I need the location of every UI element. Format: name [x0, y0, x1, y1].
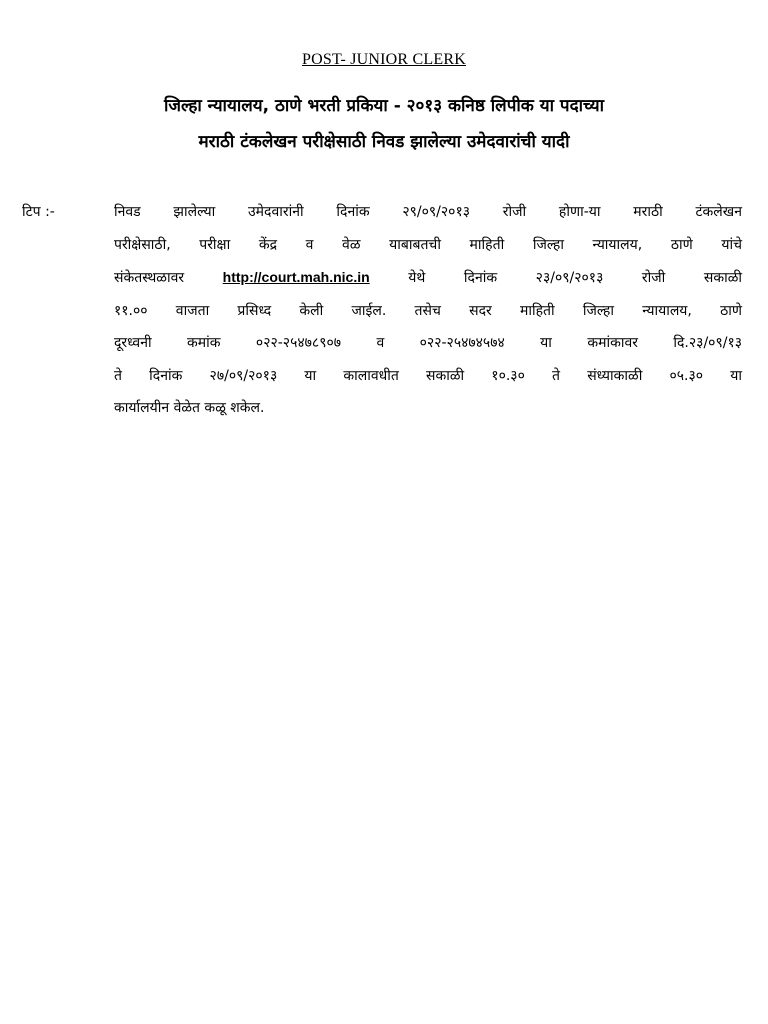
note-line-4: ११.०० वाजता प्रसिध्द केली जाईल. तसेच सदर माहिती जिल्हा न्यायालय, ठाणे [114, 302, 742, 319]
note-line-2: परीक्षेसाठी, परीक्षा केंद्र व वेळ याबाबतची माहिती जिल्हा न्यायालय, ठाणे यांचे [114, 236, 742, 253]
note-label: टिप :- [22, 204, 55, 220]
note-line-1: निवड झालेल्या उमेदवारांनी दिनांक २९/०९/२०१३ रोजी होणा-या मराठी टंकलेखन [114, 204, 742, 220]
note-line-6: ते दिनांक २७/०९/२०१३ या कालावधीत सकाळी १०.३० ते संध्याकाळी ०५.३० या [114, 367, 742, 384]
note-line-3-after-link: येथे दिनांक २३/०९/२०१३ रोजी सकाळी [408, 270, 742, 286]
note-line-3 [114, 261, 742, 295]
post-title: POST- JUNIOR CLERK [302, 51, 466, 68]
court-website-link[interactable]: http://court.mah.nic.in [222, 269, 370, 285]
note-line-3-before-link: संकेतस्थळावर [114, 270, 185, 286]
heading-line-2: मराठी टंकलेखन परीक्षेसाठी निवड झालेल्या उमेदवारांची यादी [198, 132, 570, 152]
main-heading [0, 88, 768, 160]
note-line-7: कार्यालयीन वेळेत कळू शकेल. [114, 400, 265, 416]
note-line-5: दूरध्वनी कमांक ०२२-२५४७८९०७ व ०२२-२५४७४५७४ या कमांकावर दि.२३/०९/१३ [114, 335, 742, 351]
heading-line-1: जिल्हा न्यायालय, ठाणे भरती प्रकिया - २०१३ कनिष्ठ लिपीक या पदाच्या [163, 96, 605, 116]
note-body [114, 196, 742, 425]
